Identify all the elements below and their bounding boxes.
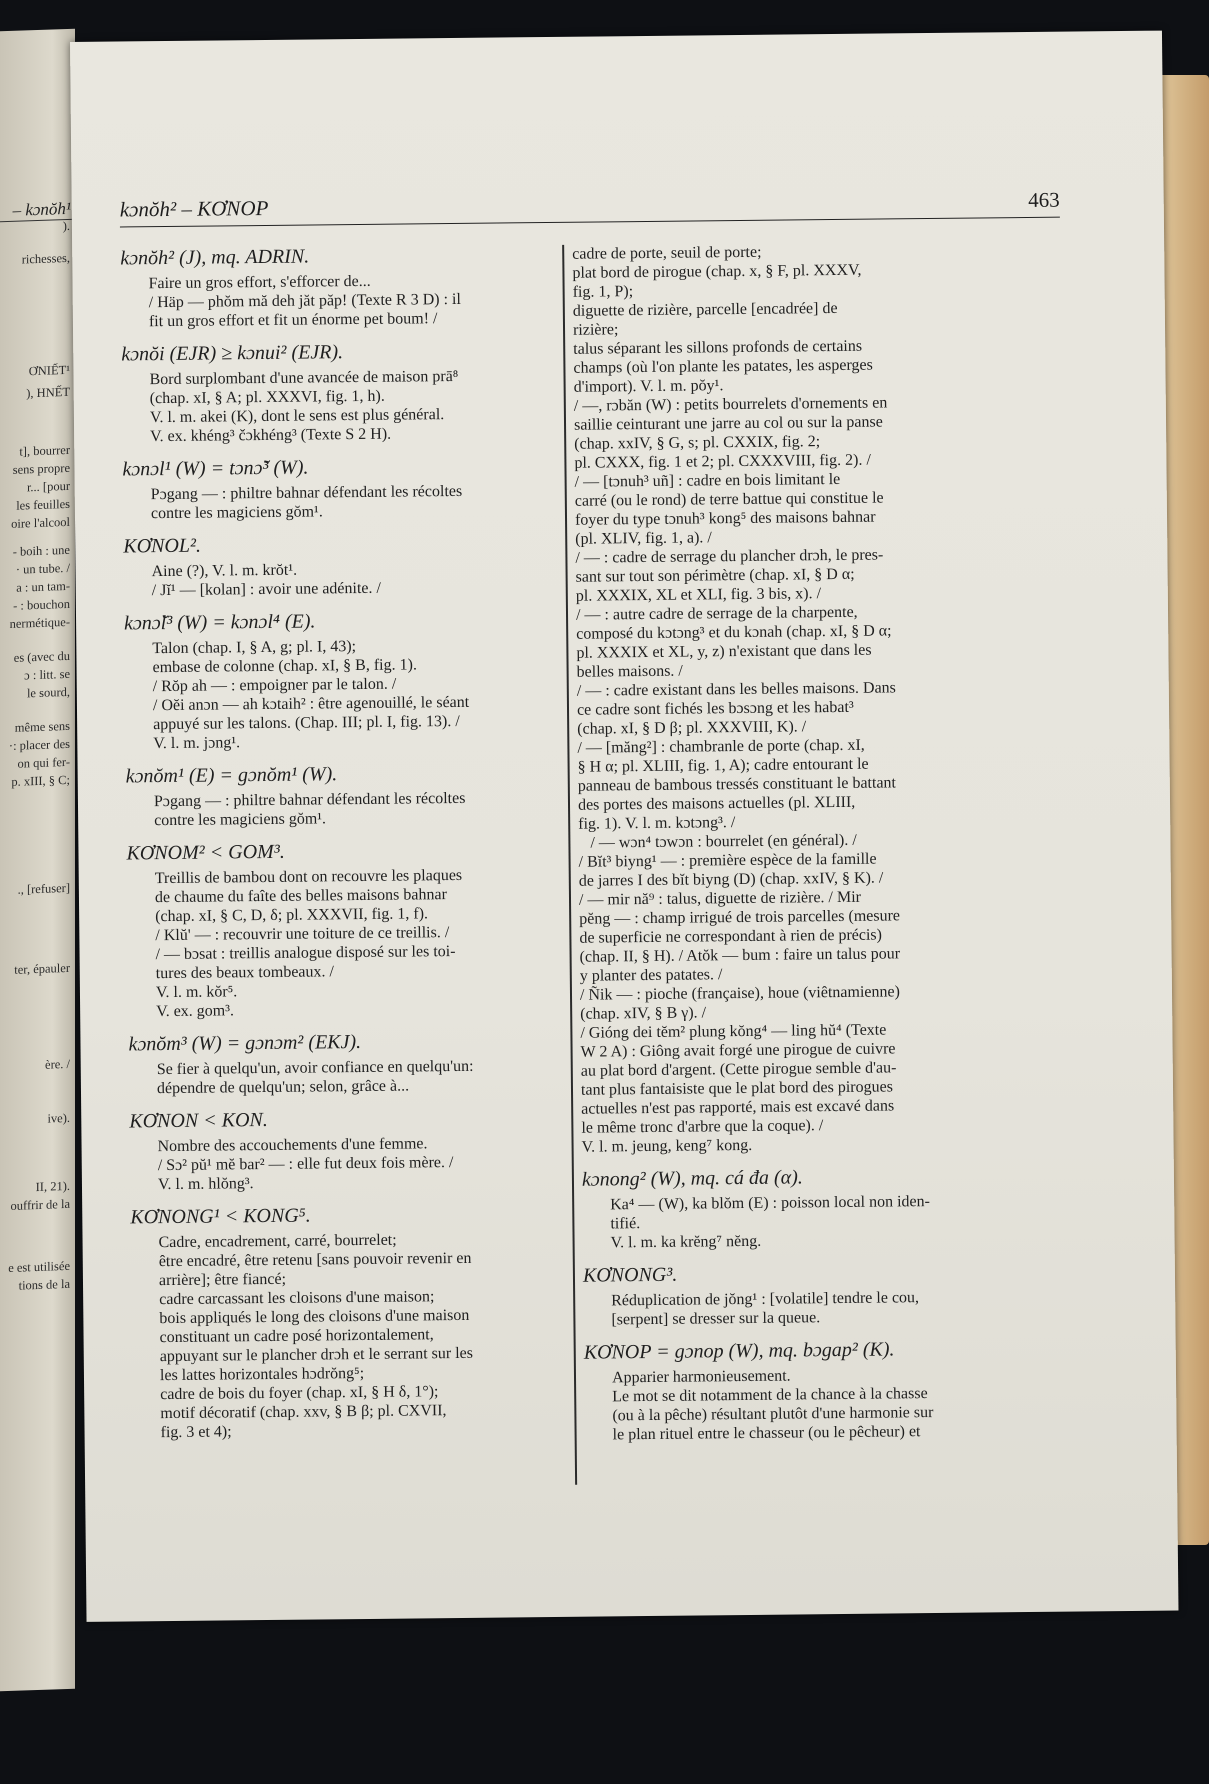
entry-line: V. l. m. ka krĕng⁷ nĕng.	[610, 1232, 762, 1252]
entry-line: Cadre, encadrement, carré, bourrelet;	[158, 1231, 397, 1252]
entry-line: V. l. m. jeung, keng⁷ kong.	[581, 1136, 753, 1156]
entry-line: Le mot se dit notamment de la chance à la chasse	[612, 1385, 928, 1406]
entry-line: V. l. m. kŏr⁵.	[155, 983, 238, 1002]
entry-line: de chaume du faîte des belles maisons bahnar	[154, 886, 447, 907]
facing-fragment: ·: placer des	[8, 736, 70, 753]
entry-line: appuyant sur le plancher drɔh et le serrant sur les	[159, 1344, 474, 1366]
entry-line: y planter des patates. /	[579, 966, 723, 985]
entry-line: être encadré, être retenu [sans pouvoir revenir en	[158, 1249, 472, 1271]
dictionary-entry	[130, 1204, 568, 1443]
facing-fragment: oire l'alcool	[11, 514, 70, 531]
dictionary-entry	[129, 1108, 566, 1195]
entry-line: / Ñik — : pioche (française), houe (viêtnamienne)	[579, 983, 900, 1004]
entry-line: tifié.	[610, 1215, 641, 1233]
entry-headword: KƠNOM² < GOM³.	[126, 840, 285, 865]
entry-line: (chap. xI, § C, D, δ; pl. XXXVII, fig. 1, f).	[155, 905, 429, 926]
entry-line: de superficie ne correspondant à rien de précis)	[579, 926, 883, 947]
entry-line: constituant un cadre posé horizontalement,	[159, 1326, 434, 1347]
entry-line: embase de colonne (chap. xI, § B, fig. 1).	[152, 656, 417, 677]
entry-line: fig. 1). V. l. m. kɔtɔng³. /	[578, 814, 736, 833]
entry-line: plat bord de pirogue (chap. x, § F, pl. XXXV,	[572, 261, 862, 282]
right-column	[572, 240, 1057, 1459]
dictionary-entry	[123, 533, 560, 601]
facing-fragment: r... [pour	[26, 478, 70, 495]
entry-headword: KƠNONG¹ < KONG⁵.	[130, 1204, 311, 1229]
dictionary-entry	[584, 1339, 1057, 1445]
entry-line: / — wɔn⁴ tɔwɔn : bourrelet (en général). /	[590, 831, 857, 852]
facing-page	[0, 29, 75, 1692]
facing-fragment: tions de la	[18, 1276, 70, 1293]
facing-fragment: ., [refuser]	[17, 880, 70, 897]
entry-line: / Häp — phŏm mă deh jăt păp! (Texte R 3 D) : il	[148, 290, 461, 312]
entry-line: / — mir nă⁹ : talus, diguette de rizière. / Mir	[578, 888, 862, 909]
entry-line: fig. 1, P);	[572, 283, 634, 301]
entry-line: / — [măng²] : chambranle de porte (chap. xI,	[577, 736, 865, 757]
facing-fragment: les feuilles	[16, 496, 70, 513]
entry-line: fig. 3 et 4);	[160, 1423, 232, 1442]
dictionary-entry	[128, 1031, 565, 1099]
entry-line: (pl. XLIV, fig. 1, a). /	[575, 529, 712, 548]
entry-line: les lattes horizontales hɔdrŏng⁵;	[159, 1364, 365, 1385]
entry-line: [serpent] se dresser sur la queue.	[611, 1309, 821, 1329]
entry-line: cadre de porte, seuil de porte;	[572, 243, 762, 263]
entry-line: Pɔgang — : philtre bahnar défendant les récoltes	[153, 789, 466, 811]
entry-line: bois appliqués le long des cloisons d'une maison	[159, 1306, 470, 1328]
entry-line: V. l. m. hlŏng³.	[157, 1175, 254, 1194]
entry-line: composé du kɔtɔng³ et du kɔnah (chap. xI, § D α;	[576, 622, 892, 643]
entry-line: / Bĭt³ biyng¹ — : première espèce de la famille	[578, 850, 877, 871]
dictionary-page	[70, 31, 1178, 1622]
dictionary-entry	[126, 763, 563, 831]
facing-fragment: ive).	[47, 1110, 70, 1126]
entry-line: Treillis de bambou dont on recouvre les plaques	[154, 866, 463, 888]
facing-running-head: – kɔnŏh¹	[0, 199, 75, 223]
entry-line: / Klŭ' — : recouvrir une toiture de ce treillis. /	[155, 924, 450, 945]
facing-fragment: sens propre	[12, 460, 70, 477]
entry-line: V. l. m. akei (K), dont le sens est plus général.	[149, 406, 445, 427]
entry-line: rizière;	[572, 321, 619, 339]
entry-line: (chap. xxIV, § G, s; pl. CXXIX, fig. 2;	[574, 433, 821, 453]
entry-line: pl. XXXIX et XL, y, z) n'existant que dans les	[576, 641, 872, 662]
entry-line: actuelles n'est pas rapporté, mais est excavé dans	[581, 1097, 895, 1118]
facing-fragment: p. xIII, § C;	[11, 772, 70, 789]
entry-line: Nombre des accouchements d'une femme.	[157, 1135, 428, 1156]
entry-line: (chap. II, § H). / Atŏk — bum : faire un talus pour	[579, 945, 901, 966]
facing-fragment: t], bourrer	[19, 442, 70, 459]
facing-fragment: ɔ : litt. se	[24, 666, 70, 683]
entry-line: pl. XXXIX, XL et XLI, fig. 3 bis, x). /	[575, 585, 822, 605]
facing-fragment: II, 21).	[35, 1178, 70, 1195]
entry-line: champs (où l'on plante les patates, les asperges	[573, 356, 873, 377]
entry-line: Pɔgang — : philtre bahnar défendant les récoltes	[150, 482, 463, 504]
entry-line: sant sur tout son périmètre (chap. xI, § D α;	[575, 565, 855, 586]
running-head-title: kɔnŏh² – KƠNOP	[119, 195, 269, 222]
facing-fragment: ère. /	[45, 1056, 70, 1072]
page-number: 463	[1028, 187, 1060, 212]
dictionary-entry	[124, 610, 561, 754]
dictionary-entry	[582, 1166, 1055, 1253]
facing-fragment: ter, épauler	[14, 960, 70, 977]
facing-fragment: nermétique-	[9, 614, 70, 631]
entry-headword: KƠNONG³.	[582, 1263, 678, 1287]
facing-fragment: richesses,	[21, 250, 70, 267]
entry-line: le plan rituel entre le chasseur (ou le pêcheur) et	[612, 1423, 921, 1444]
entry-line: appuyé sur les talons. (Chap. III; pl. I, fig. 13). /	[153, 712, 460, 734]
entry-headword: KƠNOP = gɔnop (W), mq. bɔgap² (K).	[583, 1338, 895, 1364]
entry-line: Talon (chap. I, § A, g; pl. I, 43);	[152, 638, 357, 658]
entry-headword: kɔnŏh² (J), mq. ADRIN.	[120, 245, 310, 270]
entry-line: au plat bord d'argent. (Cette pirogue semble d'au-	[580, 1059, 897, 1080]
entry-headword: kɔnŏi (EJR) ≥ kɔnui² (EJR).	[121, 341, 344, 366]
dictionary-entry	[121, 341, 558, 447]
entry-headword: KƠNON < KON.	[129, 1108, 268, 1133]
entry-line: contre les magiciens gŏm¹.	[150, 503, 323, 523]
left-column	[120, 245, 569, 1456]
entry-line: Apparier harmonieusement.	[611, 1367, 791, 1387]
facing-fragment: le sourd,	[26, 684, 70, 701]
entry-line: de jarres I des bĭt biyng (D) (chap. xxIV, § K). /	[578, 869, 884, 890]
entry-line: saillie ceinturant une jarre au col ou sur la panse	[573, 413, 883, 434]
entry-line: Ka⁴ — (W), ka blŏm (E) : poisson local non iden-	[610, 1193, 931, 1214]
entry-line: / — : cadre de serrage du plancher drɔh, le pres-	[575, 546, 884, 567]
dictionary-entry	[122, 456, 559, 524]
facing-fragment: · un tube. /	[15, 560, 70, 577]
entry-line: talus séparant les sillons profonds de certains	[573, 337, 863, 358]
entry-line: / Gióng dei tĕm² plung kŏng⁴ — ling hŭ⁴ (Texte	[580, 1021, 887, 1042]
facing-fragment: on qui fer-	[17, 754, 70, 771]
entry-line: Se fier à quelqu'un, avoir confiance en quelqu'un:	[156, 1057, 474, 1079]
entry-line: pl. CXXX, fig. 1 et 2; pl. CXXXVIII, fig. 2). /	[574, 451, 871, 472]
facing-fragment: - boih : une	[12, 542, 70, 559]
entry-line: le même tronc d'arbre que la coque). /	[581, 1117, 824, 1137]
entry-headword: kɔnŏm¹ (E) = gɔnŏm¹ (W).	[125, 763, 338, 788]
entry-headword: KƠNOL².	[123, 534, 202, 558]
facing-fragment: ouffrir de la	[10, 1196, 70, 1213]
entry-line: (chap. xI, § A; pl. XXXVI, fig. 1, h).	[149, 387, 385, 408]
entry-line: fit un gros effort et fit un énorme pet boum! /	[148, 310, 438, 331]
facing-fragment: a : un tam-	[16, 578, 70, 595]
entry-line: / Oĕi anɔn — ah kɔtaih² : être agenouillé, le séant	[152, 693, 470, 715]
entry-line: Réduplication de jŏng¹ : [volatile] tendre le cou,	[611, 1289, 920, 1310]
facing-fragment: ƠNIẾT¹	[28, 362, 70, 379]
entry-headword: kɔnong² (W), mq. cá đa (α).	[581, 1166, 803, 1191]
entry-line: Bord surplombant d'une avancée de maison prā⁸	[149, 367, 459, 389]
entry-line: § H α; pl. XLIII, fig. 1, A); cadre entourant le	[577, 755, 869, 776]
entry-line: V. ex. gom³.	[156, 1002, 235, 1021]
dictionary-entry	[583, 1262, 1056, 1330]
facing-fragment: es (avec du	[13, 648, 70, 665]
entry-continuation	[572, 240, 1054, 1157]
entry-line: (ou à la pêche) résultant plutôt d'une harmonie sur	[612, 1404, 934, 1425]
entry-line: / Rŏp ah — : empoigner par le talon. /	[152, 675, 397, 696]
entry-line: ce cadre sont fichés les bɔsɔng et les habat³	[576, 698, 854, 719]
facing-fragment: e est utilisée	[8, 1258, 70, 1276]
entry-line: motif décoratif (chap. xxv, § B β; pl. CXVII,	[160, 1402, 447, 1423]
entry-line: / — : cadre existant dans les belles maisons. Dans	[576, 679, 896, 700]
entry-line: (chap. xIV, § B γ). /	[580, 1004, 707, 1023]
entry-line: V. ex. khéng³ čɔkhéng³ (Texte S 2 H).	[150, 425, 392, 446]
entry-line: des portes des maisons actuelles (pl. XLIII,	[577, 793, 856, 814]
entry-line: / — bɔsat : treillis analogue disposé sur les toi-	[155, 943, 456, 964]
entry-line: tures des beaux tombeaux. /	[155, 963, 335, 983]
entry-line: arrière]; être fiancé;	[158, 1270, 287, 1290]
entry-headword: kɔnɔ̆l³ (W) = kɔnɔl⁴ (E).	[123, 610, 316, 635]
entry-line: d'import). V. l. m. pŏy¹.	[573, 377, 724, 396]
entry-line: diguette de rizière, parcelle [encadrée] de	[572, 299, 838, 320]
running-head	[120, 187, 1060, 228]
facing-fragment: ).	[62, 218, 70, 234]
entry-line: contre les magiciens gŏm¹.	[154, 810, 327, 830]
entry-line: / Jĭ¹ — [kolan] : avoir une adénite. /	[151, 579, 382, 600]
entry-line: foyer du type tɔnuh³ kong⁵ des maisons bahnar	[574, 508, 876, 529]
entry-line: Aine (?), V. l. m. krŏt¹.	[151, 561, 298, 581]
entry-line: W 2 A) : Giông avait forgé une pirogue de cuivre	[580, 1040, 896, 1061]
facing-fragment: ), HNẾT	[26, 384, 70, 401]
entry-line: / — [tɔnuh³ uñ] : cadre en bois limitant le	[574, 470, 841, 491]
facing-fragment: - : bouchon	[13, 596, 70, 613]
entry-line: panneau de bambous tressés constituant le battant	[577, 774, 897, 795]
dictionary-entry	[126, 840, 564, 1022]
entry-line: tant plus fantaisiste que le plat bord des pirogues	[580, 1078, 894, 1099]
entry-line: / — : autre cadre de serrage de la charpente,	[575, 603, 858, 624]
entry-line: belles maisons. /	[576, 662, 683, 681]
entry-headword: kɔnŏm³ (W) = gɔnɔm² (EKJ).	[128, 1031, 362, 1056]
entry-line: (chap. xI, § D β; pl. XXXVIII, K). /	[577, 718, 807, 738]
entry-headword: kɔnɔl¹ (W) = tɔnɔ̆³ (W).	[122, 456, 309, 481]
entry-line: cadre de bois du foyer (chap. xI, § H δ, 1°);	[160, 1383, 439, 1404]
dictionary-entry	[120, 245, 557, 332]
entry-line: / —, rɔbăn (W) : petits bourrelets d'ornements en	[573, 394, 888, 415]
entry-line: Faire un gros effort, s'efforcer de...	[148, 272, 371, 293]
entry-line: dépendre de quelqu'un; selon, grâce à...	[156, 1077, 410, 1098]
entry-line: pĕng — : champ irrigué de trois parcelles (mesure	[579, 907, 901, 928]
entry-line: V. l. m. jɔng¹.	[153, 734, 241, 753]
facing-fragment: même sens	[14, 718, 70, 735]
entry-line: cadre carcassant les cloisons d'une maison;	[159, 1288, 435, 1309]
entry-line: carré (ou le rond) de terre battue qui constitue le	[574, 489, 884, 510]
entry-line: / Sɔ² pŭ¹ mĕ bar² — : elle fut deux fois mère. /	[157, 1154, 454, 1175]
